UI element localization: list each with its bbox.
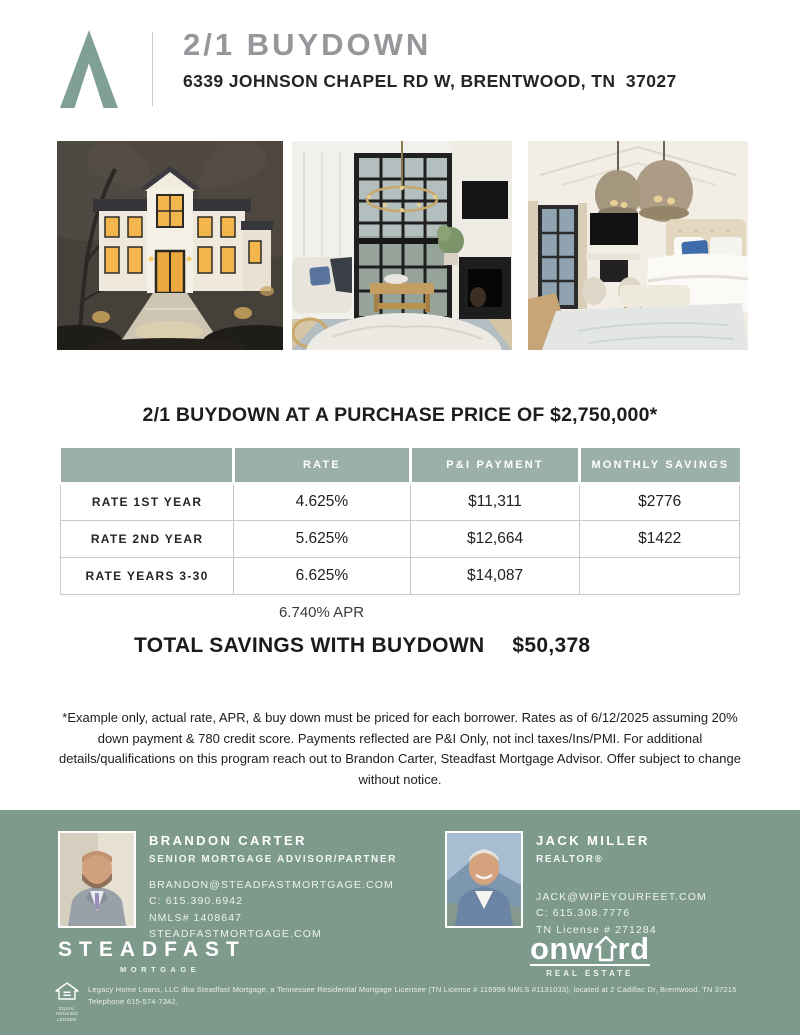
payment-value: $12,664 xyxy=(410,520,580,557)
footer xyxy=(0,810,800,1035)
row-label: RATE 2ND YEAR xyxy=(61,520,234,557)
apr-note: 6.740% APR xyxy=(278,604,365,621)
onward-word xyxy=(530,931,650,966)
steadfast-sub: MORTGAGE xyxy=(120,965,201,974)
contact-name: BRANDON CARTER xyxy=(149,833,307,848)
onward-word-post: rd xyxy=(617,931,650,966)
contact-phone: C: 615.390.6942 xyxy=(149,895,244,908)
contact-name: JACK MILLER xyxy=(536,833,650,848)
contact-website: STEADFASTMORTGAGE.COM xyxy=(149,927,322,940)
brandon-headshot xyxy=(58,831,136,928)
rate-value: 6.625% xyxy=(234,557,411,594)
header-text xyxy=(183,28,677,92)
onward-sub: REAL ESTATE xyxy=(546,969,634,979)
fine-print-line2: Telephone 615-574-7342. xyxy=(88,997,179,1006)
steadfast-word: STEADFAST xyxy=(58,938,246,961)
photo-living-room xyxy=(292,141,512,350)
contact-title: SENIOR MORTGAGE ADVISOR/PARTNER xyxy=(149,854,397,865)
row-label: RATE YEARS 3-30 xyxy=(61,557,234,594)
col-header-blank xyxy=(61,448,234,483)
contact-details xyxy=(149,877,397,942)
contact-card-brandon xyxy=(58,831,397,942)
property-photos xyxy=(57,141,748,350)
table-row xyxy=(61,520,740,557)
equal-housing-lender-badge xyxy=(54,982,80,1022)
table-row xyxy=(61,483,740,520)
rate-table-header-row xyxy=(61,448,740,483)
savings-value: $2776 xyxy=(580,483,740,520)
contact-email: BRANDON@STEADFASTMORTGAGE.COM xyxy=(149,879,394,891)
rate-value: 5.625% xyxy=(234,520,411,557)
house-icon xyxy=(595,934,617,962)
payment-value: $11,311 xyxy=(410,483,580,520)
total-savings-value: $50,378 xyxy=(512,634,591,657)
photo-exterior-dusk xyxy=(57,141,283,350)
contact-nmls: NMLS# 1408647 xyxy=(149,911,243,924)
page-title: 2/1 BUYDOWN xyxy=(183,27,432,62)
contact-title: REALTOR® xyxy=(536,854,604,865)
savings-value xyxy=(580,557,740,594)
property-address: 6339 JOHNSON CHAPEL RD W, BRENTWOOD, TN 37027 xyxy=(183,71,677,92)
contact-text xyxy=(149,831,397,942)
payment-value: $14,087 xyxy=(410,557,580,594)
license-fine-print xyxy=(88,984,740,1008)
equal-housing-lender-label: EQUAL HOUSING LENDER xyxy=(55,1006,79,1022)
total-savings-label: TOTAL SAVINGS WITH BUYDOWN xyxy=(134,634,485,657)
col-header-savings: MONTHLY SAVINGS xyxy=(580,448,740,483)
col-header-payment: P&I PAYMENT xyxy=(410,448,580,483)
fine-print-line1: Legacy Home Loans, LLC dba Steadfast Mortgage, a Tennessee Residential Mortgage Licensee (TN License # 116996 NMLS #1131033), located at 2 Cadillac Dr, Brentwood, TN 37215 xyxy=(88,985,737,994)
rate-value: 4.625% xyxy=(234,483,411,520)
jack-headshot xyxy=(445,831,523,928)
contact-card-jack xyxy=(445,831,707,938)
savings-value: $1422 xyxy=(580,520,740,557)
equal-housing-lender-icon xyxy=(55,982,79,1000)
contact-text xyxy=(536,831,707,938)
disclaimer-text: *Example only, actual rate, APR, & buy down must be priced for each borrower. Rates as of 6/12/2025 assuming 20% down payment & 780 credit score. Payments reflected are P&I Only, not incl taxes/Ins/PMI. For additional details/qualifications on this program reach out to Brandon Carter, Steadfast Mortgage Advisor. Offer subject to change without notice. xyxy=(59,710,741,787)
onward-word-pre: onw xyxy=(530,931,594,966)
steadfast-wordmark xyxy=(58,938,246,974)
offer-heading: 2/1 BUYDOWN AT A PURCHASE PRICE OF $2,750,000* xyxy=(142,404,658,426)
rate-table xyxy=(60,448,740,595)
contact-email: JACK@WIPEYOURFEET.COM xyxy=(536,891,707,903)
contact-license: TN License # 271284 xyxy=(536,923,657,936)
total-savings-line xyxy=(60,634,740,658)
contact-phone: C: 615.308.7776 xyxy=(536,907,631,920)
onward-realestate-logo xyxy=(530,931,650,979)
header-divider xyxy=(152,32,153,106)
table-row xyxy=(61,557,740,594)
header xyxy=(60,28,677,108)
row-label: RATE 1ST YEAR xyxy=(61,483,234,520)
steadfast-caret-logo-icon xyxy=(60,30,118,108)
col-header-rate: RATE xyxy=(234,448,411,483)
photo-bedroom xyxy=(528,141,748,350)
